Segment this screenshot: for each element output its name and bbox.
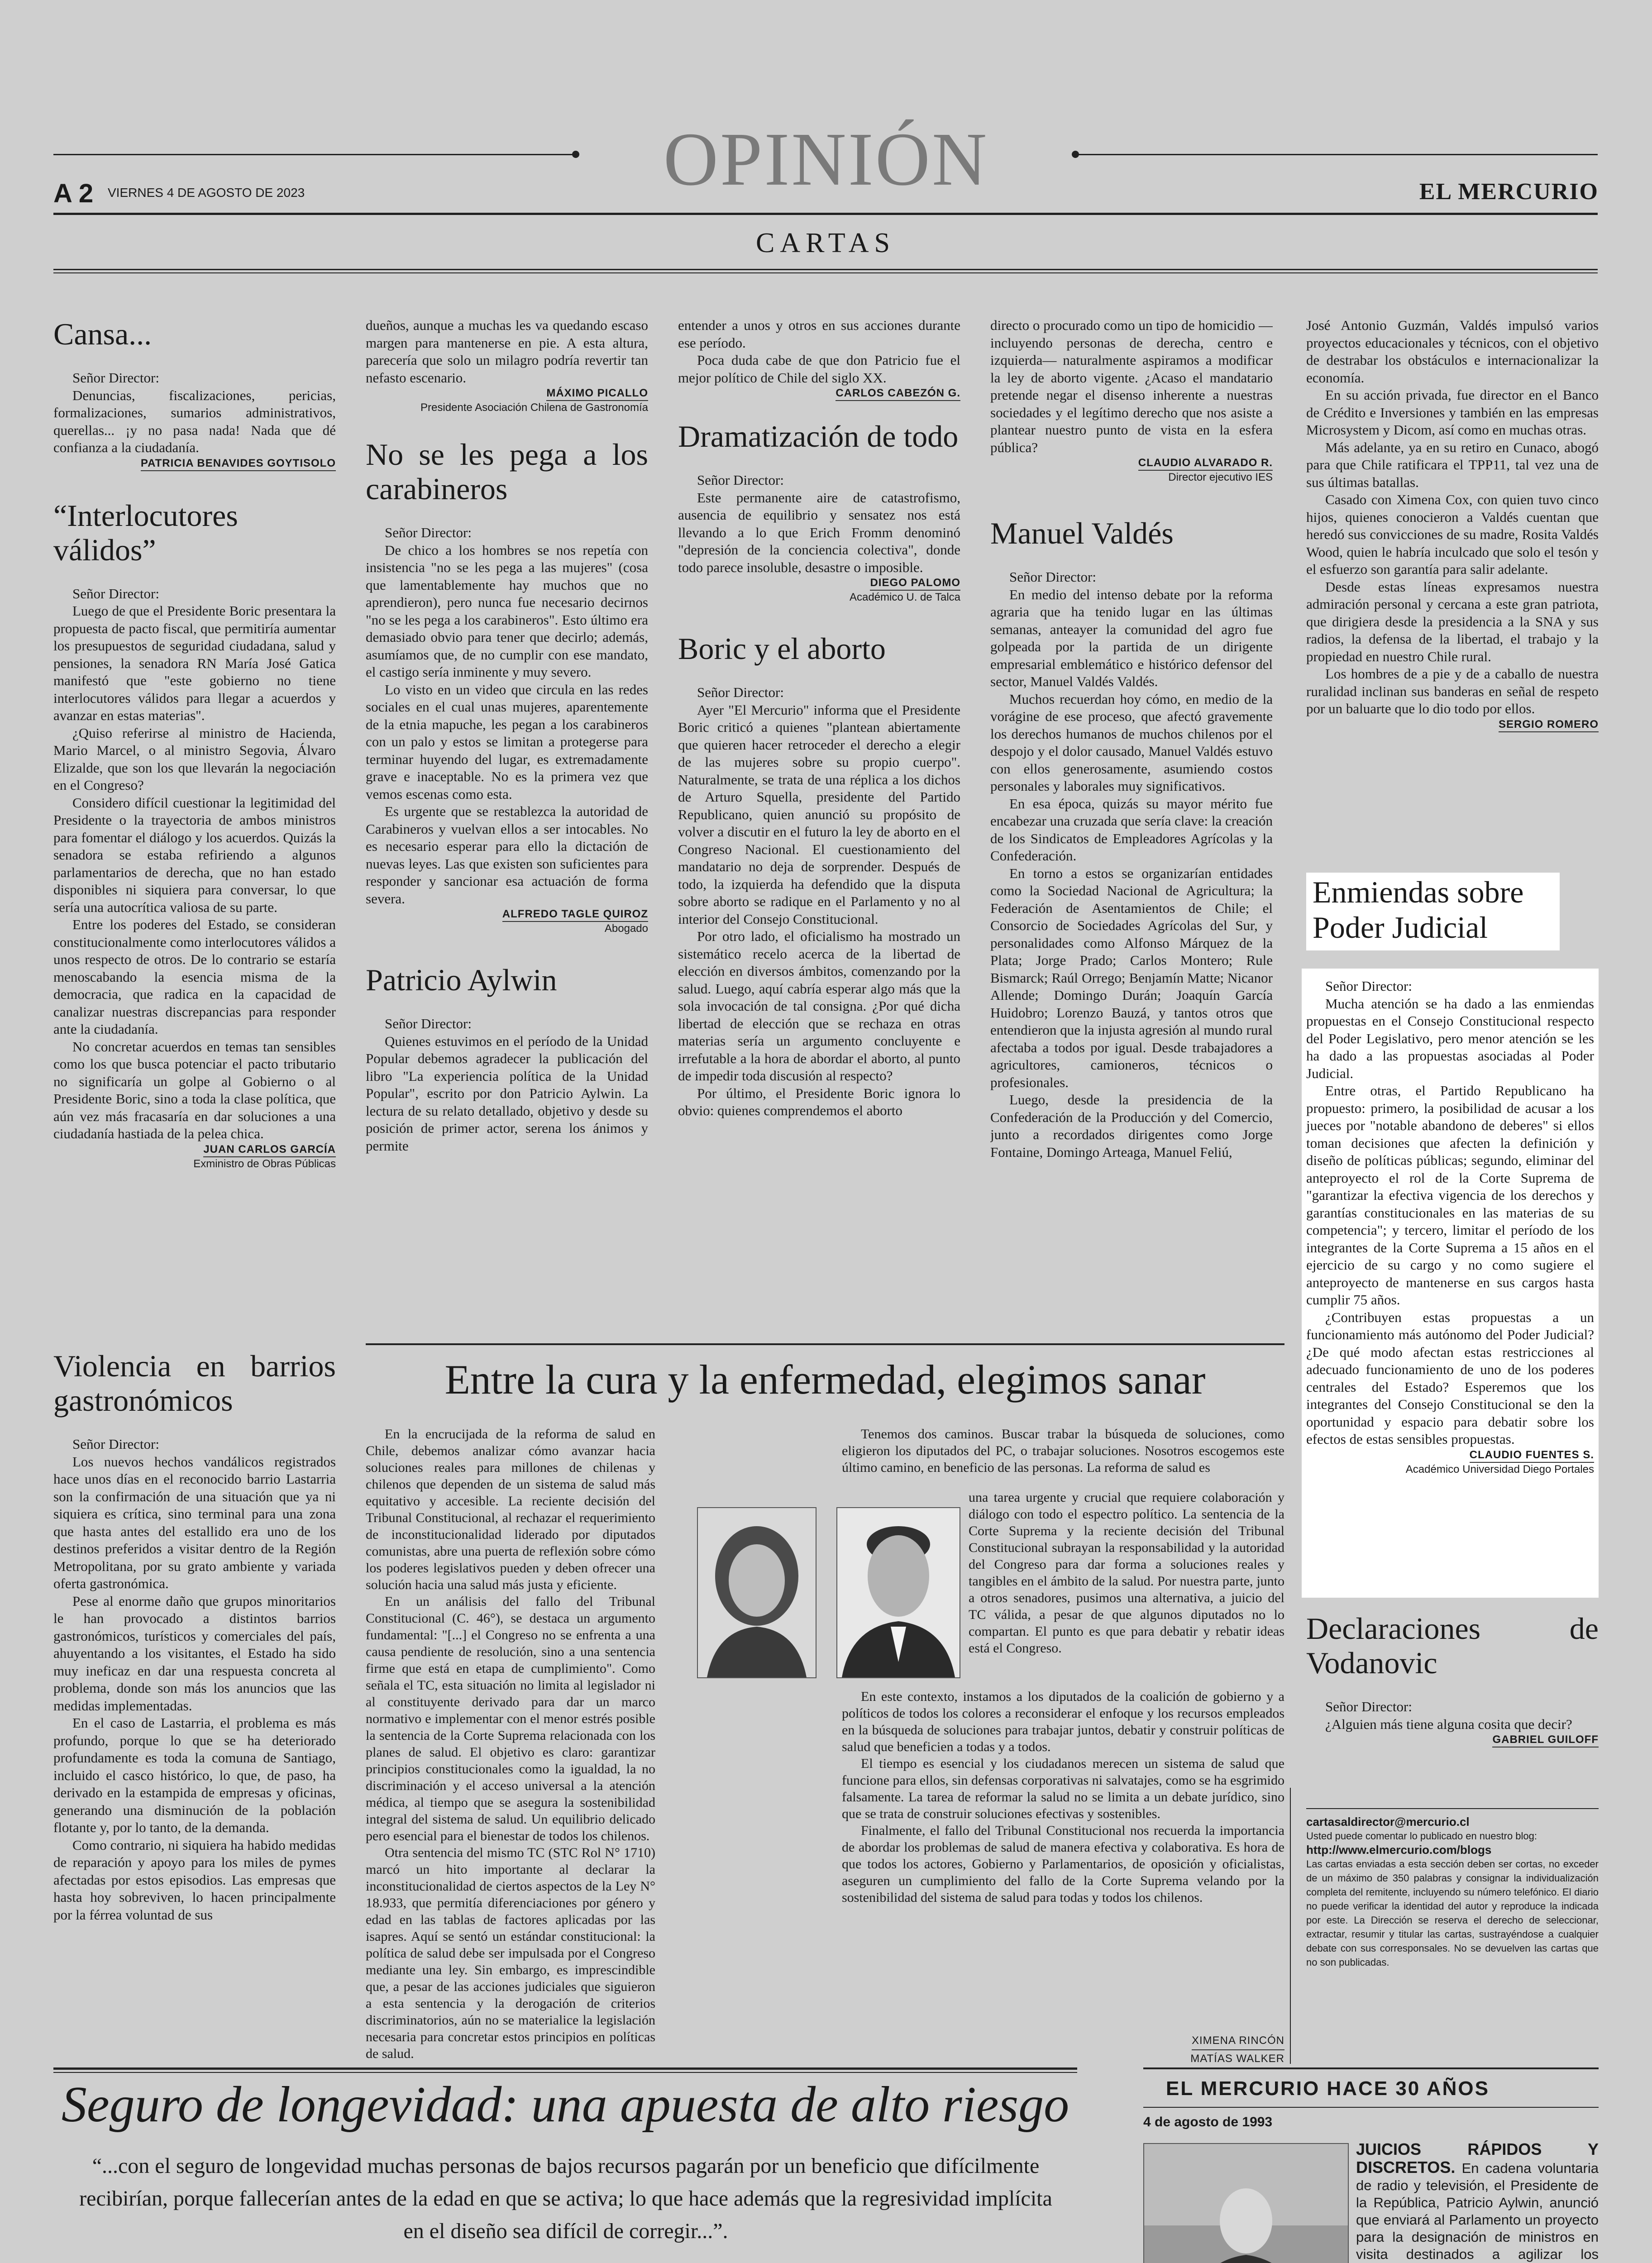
longevidad-title: Seguro de longevidad: una apuesta de alto riesgo <box>61 2077 1070 2133</box>
letter-title: Patricio Aylwin <box>366 963 557 997</box>
cura-authors: XIMENA RINCÓN MATÍAS WALKER <box>1086 2032 1284 2068</box>
cura-column-2b: una tarea urgente y crucial que requiere colaboración y diálogo con todo el espectro político. La sentencia de la Corte Suprema y la reciente decisión del Tribunal Constitucional subrayan la responsabilidad y la autoridad del Congreso para dar forma a soluciones reales y tangibles en el ámbito de la salud. Por nuestra parte, junto a otros senadores, pusimos una alternativa, a juicio del TC válida, a pesar de que algunos diputados no lo compartan. El punto es que para debatir y rebatir ideas está el Congreso. <box>969 1490 1284 1656</box>
header-dot-left <box>572 151 579 158</box>
cura-column-2c: En este contexto, instamos a los diputados de la coalición de gobierno y a políticos de todos los colores a reconsiderar el enfoque y los recursos empleados en la búsqueda de soluciones para trabajar juntos, debatir y construir políticas de salud que beneficien a todas y a todos. El tiempo es esencial y los ciudadanos merecen un sistema de salud que funcione para ellos, sin defensas corporativas ni salvatajes, como se ha esgrimido falsamente. La tarea de reformar la salud no se limita a un debate jurídico, sino que se trata de construir soluciones efectivas y sostenibles. Finalmente, el fallo del Tribunal Constitucional nos recuerda la importancia de abordar los problemas de salud de manera efectiva y colaborativa. Es hora de que todos los actores, Gobierno y Parlamentarios, de oposición y oficialistas, aseguren un cumplimiento del fallo de la Corte Suprema velando por la sostenibilidad del sistema de salud para todas y todos los chilenos. <box>842 1689 1284 1905</box>
letter-title: Manuel Valdés <box>990 516 1174 550</box>
letter-valdes: Manuel Valdés Señor Director: En medio del intenso debate por la reforma agraria que ha tenido lugar en las últimas semanas, anteayer la comunidad del agro fue golpeada por la partida de un dirigente empresarial emblemático e histórico defensor del sector, Manuel Valdés Valdés. Muchos recuerdan hoy cómo, en medio de la vorágine de ese proceso, que afectó gravemente los derechos humanos de muchos chilenos por el despojo y el dolor causado, Manuel Valdés estuvo con ellos generosamente, asumiendo costos personales y laborales muy significativos. En esa época, quizás su mayor mérito fue encabezar una cruzada que sería clave: la creación de los Sindicatos de Empleadores Agrícolas y la Confederación. En torno a estos se organizarían entidades como la Sociedad Nacional de Agricultura; la Federación de Asentamientos de Chile; el Consorcio de Sociedades Agrícolas del Sur, y personalidades como Alfonso Márquez de la Plata; Jorge Prado; Carlos Montero; Rule Bismarck; Raúl Orrego; Benjamín Matte; Nicanor Allende; Domingo Durán; Joaquín García Huidobro; Lorenzo Bauzá, y tantos otros que entendieron que la injusta agresión al mundo rural afectaba a todos por igual. Desde trabajadores a agricultores, camioneros, técnicos o profesionales. Luego, desde la presidencia de la Confederación de la Producción y del Comercio, junto a recordados dirigentes como Jorge Fontaine, Domingo Arteaga, Manuel Feliú, <box>990 516 1273 1160</box>
letter-cansa: Cansa... Señor Director: Denuncias, fiscalizaciones, pericias, formalizaciones, sumarios administrativos, querellas... ¡y no pasa nada! Nada que dé confianza a la ciudadanía. PATRICIA BENAVIDES GOYTISOLO <box>53 317 336 471</box>
letter-dramatizacion: Dramatización de todo Señor Director: Este permanente aire de catastrofismo, ausencia de equilibrio y sensatez nos está llevando a lo que Erich Fromm denominó "depresión de la conciencia colectiva", donde todo parece insoluble, desastre o imposible. DIEGO PALOMO Académico U. de Talca <box>678 419 960 603</box>
hace30-item1: JUICIOS RÁPIDOS Y DISCRETOS. En cadena voluntaria de radio y televisión, el Presidente de la República, Patricio Aylwin, anunció que enviará al Parlamento un proyecto para la designación de ministros en visita destinados a agilizar los <box>1356 2140 1599 2262</box>
issue-date: VIERNES 4 DE AGOSTO DE 2023 <box>108 186 305 200</box>
blog-link[interactable]: http://www.elmercurio.com/blogs <box>1306 1843 1492 1857</box>
letters-column-3: entender a unos y otros en sus acciones durante ese período. Poca duda cabe de que don Patricio fue el mejor político de Chile del siglo XX. CARLOS CABEZÓN G. Dramatización de todo Señor Director: Este permanente aire de catastrofismo, ausencia de equilibrio y sensatez nos está llevando a lo que Erich Fromm denominó "depresión de la conciencia colectiva", donde todo parece insoluble, desastre o imposible. DIEGO PALOMO Académico U. de Talca Boric y el aborto Señor Director: Ayer "El Mercurio" informa que el Presidente Boric criticó a quienes "plantean abiertamente que quieren hacer retroceder el derecho a elegir de las mujeres sobre su propio cuerpo". Naturalmente, se trata de una réplica a los dichos de Arturo Squella, presidente del Partido Republicano, quien anunció su propósito de volver a discutir en el futuro la ley de aborto en el Congreso Nacional. El cuestionamiento del mandatario no deja de sorprender. Después de todo, la izquierda ha defendido que la disputa sobre aborto se radique en el Parlamento y no al interior del Consejo Constitucional. Por otro lado, el oficialismo ha mostrado un sistemático recelo acerca de la libertad de elección en diversos ámbitos, comenzando por la salud. Luego, aquí cabría esperar algo más que la sola invocación de tal consigna. ¿Por qué dicha libertad de elección que se rechaza en otras materias sería un argumento concluyente e irrefutable a la hora de abordar el aborto, al punto de impedir toda discusión al respecto? Por último, el Presidente Boric ignora lo obvio: quienes comprendemos el aborto <box>678 317 960 1331</box>
letters-column-5: José Antonio Guzmán, Valdés impulsó varios proyectos educacionales y técnicos, con el objetivo de destrabar los obstáculos e internacionalizar la economía. En su acción privada, fue director en el Banco de Crédito e Inversiones y también en las empresas Microsystem y Dicom, así como en muchas otras. Más adelante, ya en su retiro en Cunaco, abogó para que Chile ratificara el TPP11, tal vez una de sus últimas batallas. Casado con Ximena Cox, con quien tuvo cinco hijos, quienes conocieron a Valdés cuentan que heredó sus convicciones de su madre, Rosita Valdés Wood, quien le habría inculcado que solo el tesón y el esfuerzo son garantía para salir adelante. Desde estas líneas expresamos nuestra admiración personal y cercana a este gran patriota, que dirigiera desde la presidencia a la SNA y sus radios, la defensa de la libertad, el trabajo y la propiedad en nuestro Chile rural. Los hombres de a pie y de a caballo de nuestra ruralidad inclinan sus banderas en señal de respeto por un baluarte que lo dio todo por ellos. SERGIO ROMERO <box>1306 317 1599 869</box>
page-number: A 2 <box>53 179 94 208</box>
longevidad-quote: “...con el seguro de longevidad muchas personas de bajos recursos pagarán por un beneficio que difícilmente recibirían, porque fallecerían antes de la edad en que se activa; lo que hace además que la regresividad implícita en el diseño sea difícil de corregir...”. <box>79 2154 1052 2243</box>
letter-title: No se les pega a los carabineros <box>366 437 648 506</box>
header-dot-right <box>1072 151 1079 158</box>
letter-title: Cansa... <box>53 317 152 351</box>
letter-enmiendas: Señor Director: Mucha atención se ha dado a las enmiendas propuestas en el Consejo Constitucional respecto del Poder Legislativo, pero menor atención se les ha dado a las propuestas asociadas al Poder Judicial. Entre otras, el Partido Republicano ha propuesto: primero, la posibilidad de acusar a los jueces por "notable abandono de deberes" si ellos toman decisiones que afecten la definición y diseño de políticas públicas; segundo, eliminar del anteproyecto el rol de la Corte Suprema de "garantizar la efectiva vigencia de los derechos y garantías constitucionales en las materias de su competencia"; y tercero, limitar el período de los integrantes de la Corte Suprema a 15 años en el ejercicio de su cargo y no como sugiere el anteproyecto de mantenerse en sus cargos hasta cumplir 75 años. ¿Contribuyen estas propuestas a un funcionamiento más autónomo del Poder Judicial? ¿De qué modo afectan estas restricciones al adecuado funcionamiento de uno de los poderes centrales del Estado? Esperemos que los integrantes del Consejo Constitucional se den la oportunidad y espacio para debatir sobre los efectos de estas sensibles propuestas. CLAUDIO FUENTES S. Académico Universidad Diego Portales <box>1302 969 1599 1598</box>
portrait-ximena-rincon <box>697 1507 816 1678</box>
masthead: EL MERCURIO <box>1419 179 1599 205</box>
letter-title: “Interlocutores válidos” <box>53 498 238 567</box>
subsection-title: CARTAS <box>756 228 895 258</box>
contact-email-link[interactable]: cartasaldirector@mercurio.cl <box>1306 1815 1470 1829</box>
section-title: OPINIÓN <box>663 117 989 201</box>
letter-violencia: Violencia en barrios gastronómicos Señor Director: Los nuevos hechos vandálicos registrados hace unos días en el reconocido barrio Lastarria son la confirmación de una situación que ya ni siquiera es crítica, sino terminal para una zona que hasta antes del estallido era uno de los destinos preferidos a visitar dentro de la Región Metropolitana, por su grato ambiente y variada oferta gastronómica. Pese al enorme daño que grupos minoritarios le han provocado a distintos barrios gastronómicos, turísticos y comerciales del país, ahuyentando a los visitantes, el Estado ha sido muy ineficaz en dar una respuesta concreta al problema, donde son más los anuncios que las medidas implementadas. En el caso de Lastarria, el problema es más profundo, porque lo que se ha deteriorado profundamente es toda la comuna de Santiago, incluido el casco histórico, lo que, de paso, ha derivado en la estampida de empresas y oficinas, generando una disminución de la población flotante y, por lo tanto, de la demanda. Como contrario, ni siquiera ha habido medidas de reparación y apoyo para los miles de pymes afectadas por estos episodios. Las empresas que hasta hoy sobreviven, lo hacen principalmente por la férrea voluntad de sus <box>53 1349 336 1923</box>
letter-boric-aborto: Boric y el aborto Señor Director: Ayer "El Mercurio" informa que el Presidente Boric criticó a quienes "plantean abiertamente que quieren hacer retroceder el derecho a elegir de las mujeres sobre su propio cuerpo". Naturalmente, se trata de una réplica a los dichos de Arturo Squella, presidente del Partido Republicano, quien anunció su propósito de volver a discutir en el futuro la ley de aborto en el Congreso Nacional. El cuestionamiento del mandatario no deja de sorprender. Después de todo, la izquierda ha defendido que la disputa sobre aborto se radique en el Parlamento y no al interior del Consejo Constitucional. Por otro lado, el oficialismo ha mostrado un sistemático recelo acerca de la libertad de elección en diversos ámbitos, comenzando por la salud. Luego, aquí cabría esperar algo más que la sola invocación de tal consigna. ¿Por qué dicha libertad de elección que se rechaza en otras materias sería un argumento concluyente e irrefutable a la hora de abordar el aborto, al punto de impedir toda discusión al respecto? Por último, el Presidente Boric ignora lo obvio: quienes comprendemos el aborto <box>678 631 960 1118</box>
letter-interlocutores: “Interlocutores válidos” Señor Director: Luego de que el Presidente Boric presentara la propuesta de pacto fiscal, que permitiría aumentar los presupuestos de seguridad ciudadana, salud y pensiones, la senadora RN María José Gatica manifestó que "este gobierno no tiene interlocutores válidos para llegar a acuerdos y avanzar en estas materias". ¿Quiso referirse al ministro de Hacienda, Mario Marcel, o al ministro Segovia, Álvaro Elizalde, que son los que llevarán la negociación en el Congreso? Considero difícil cuestionar la legitimidad del Presidente o la trayectoria de ambos ministros para fomentar el diálogo y los acuerdos. Quizás la senadora se estaba refiriendo a algunos parlamentarios de derecha, que no han estado disponibles ni siquiera para conversar, lo que sería una autocrítica valiosa de su parte. Entre los poderes del Estado, se consideran constitucionalmente como interlocutores válidos a unos respecto de otros. De lo contrario se estaría menoscabando la esencia misma de la democracia, que radica en la capacidad de canalizar nuestras discrepancias para responder ante la ciudadanía. No concretar acuerdos en temas tan sensibles como los que busca potenciar el pacto tributario no significaría un golpe al Gobierno o al Presidente Boric, sino a toda la clase política, que aún vez más fracasaría en dar soluciones a una ciudadanía hastiada de la pelea chica. JUAN CARLOS GARCÍA Exministro de Obras Públicas <box>53 498 336 1170</box>
portrait-woman-icon <box>698 1508 816 1677</box>
letter-aylwin: Patricio Aylwin Señor Director: Quienes estuvimos en el período de la Unidad Popular debemos agradecer la publicación del libro "La experiencia política de la Unidad Popular", escrito por don Patricio Aylwin. La lectura de su relato detallado, objetivo y desde su posición de primer actor, serena los ánimos y permite <box>366 963 648 1154</box>
cura-column-2a: Tenemos dos caminos. Buscar trabar la búsqueda de soluciones, como eligieron los diputados del PC, o trabajar soluciones. Nosotros escogemos este último camino, en beneficio de las personas. La reforma de salud es <box>842 1427 1284 1475</box>
cura-title: Entre la cura y la enfermedad, elegimos sanar <box>444 1356 1206 1403</box>
letters-column-1 <box>53 317 336 1331</box>
letters-column-4: directo o procurado como un tipo de homicidio —incluyendo personas de derecha, centro e izquierda— naturalmente aspiramos a modificar la ley de aborto vigente. ¿Acaso el mandatario pretende negar el disenso inherente a nuestras sociedades y el legítimo derecho que nos asiste a plantear nuestro punto de vista en la esfera pública? CLAUDIO ALVARADO R. Director ejecutivo IES Manuel Valdés Señor Director: En medio del intenso debate por la reforma agraria que ha tenido lugar en las últimas semanas, anteayer la comunidad del agro fue golpeada por la partida de un dirigente empresarial emblemático e histórico defensor del sector, Manuel Valdés Valdés. Muchos recuerdan hoy cómo, en medio de la vorágine de ese proceso, que afectó gravemente los derechos humanos de muchos chilenos por el despojo y el dolor causado, Manuel Valdés estuvo con ellos generosamente, asumiendo costos personales y laborales muy significativos. En esa época, quizás su mayor mérito fue encabezar una cruzada que sería clave: la creación de los Sindicatos de Empleadores Agrícolas y la Confederación. En torno a estos se organizarían entidades como la Sociedad Nacional de Agricultura; la Federación de Asentamientos de Chile; el Consorcio de Sociedades Agrícolas del Sur, y personalidades como Alfonso Márquez de la Plata; Jorge Prado; Carlos Montero; Rule Bismarck; Raúl Orrego; Benjamín Matte; Nicanor Allende; Domingo Durán; Joaquín García Huidobro; Lorenzo Bauzá, y tantos otros que entendieron que la injusta agresión al mundo rural afectaba a todos por igual. Desde trabajadores a agricultores, camioneros, técnicos o profesionales. Luego, desde la presidencia de la Confederación de la Producción y del Comercio, junto a recordados dirigentes como Jorge Fontaine, Domingo Arteaga, Manuel Feliú, <box>990 317 1273 1331</box>
letters-column-2: dueños, aunque a muchas les va quedando escaso margen para mantenerse en pie. A esta altura, parecería que solo un milagro podría revertir tan nefasto escenario. MÁXIMO PICALLO Presidente Asociación Chilena de Gastronomía No se les pega a los carabineros Señor Director: De chico a los hombres se nos repetía con insistencia "no se les pega a las mujeres" (cosa que lamentablemente hay muchos que no aprendieron), pero nunca fue necesario decirnos "no se les pega a los carabineros". Esto último era demasiado obvio para tener que decirlo; además, asumíamos que, de no cumplir con ese mandato, el castigo sería inminente y muy severo. Lo visto en un video que circula en las redes sociales en el cual unas mujeres, aparentemente de la etnia mapuche, les pegan a los carabineros con un palo y estos se limitan a protegerse para terminar huyendo del lugar, es extremadamente grave e inaceptable. No es la primera vez que vemos escenas como esta. Es urgente que se restablezca la autoridad de Carabineros y vuelvan ellos a ser intocables. No es necesario esperar para ello la dictación de nuevas leyes. Las que existen son suficientes para responder y sancionar esa actuación de forma severa. ALFREDO TAGLE QUIROZ Abogado Patricio Aylwin Señor Director: Quienes estuvimos en el período de la Unidad Popular debemos agradecer la publicación del libro "La experiencia política de la Unidad Popular", escrito por don Patricio Aylwin. La lectura de su relato detallado, objetivo y desde su posición de primer actor, serena los ánimos y permite <box>366 317 648 1331</box>
letter-title: Dramatización de todo <box>678 419 959 454</box>
letter-title: Violencia en barrios gastronómicos <box>53 1349 336 1418</box>
letter-title: Declaraciones de Vodanovic <box>1306 1611 1599 1680</box>
cura-column-1: En la encrucijada de la reforma de salud en Chile, debemos analizar cómo avanzar hacia soluciones reales para millones de chilenas y chilenos que dependen de un sistema de salud más equitativo y accesible. La reciente decisión del Tribunal Constitucional, al rechazar el requerimiento de inconstitucionalidad liderado por diputados comunistas, abre una puerta de reflexión sobre cómo los poderes legislativos pueden y deben ofrecer una solución hacia una salud más justa y eficiente. En un análisis del fallo del Tribunal Constitucional (C. 46°), se destaca un argumento fundamental: "[...] el Congreso no se enfrenta a una causa pendiente de resolución, sino a una sentencia firme que está en etapa de cumplimiento". Como señala el TC, esta situación no limita al legislador ni al constituyente derivado para dar un marco normativo e implementar con el menor estrés posible la sentencia de la Corte Suprema relacionada con los planes de salud. El objetivo es claro: garantizar principios constitucionales como la igualdad, la no discriminación y el acceso universal a la atención médica, al tiempo que se asegura la sostenibilidad integral del sistema de salud. Un equilibrio delicado pero esencial para el bienestar de todos los chilenos. Otra sentencia del mismo TC (STC Rol N° 1710) marcó un hito importante al declarar la inconstitucionalidad de ciertos aspectos de la Ley N° 18.933, que permitía diferenciaciones por género y edad en las tablas de factores aplicadas por las isapres. Aquí se sentó un estándar constitucional: la política de salud debe ser impulsada por el Congreso mediante una ley. Sin embargo, es imprescindible que, a pesar de las acciones judiciales que siguieron a esta sentencia y la derogación de criterios discriminatorios, aún no se materialice la legislación necesaria para concretar estos principios en políticas de salud. <box>366 1427 655 2061</box>
letter-title: Enmiendas sobre Poder Judicial <box>1313 875 1524 945</box>
hace30-title: EL MERCURIO HACE 30 AÑOS <box>1166 2077 1490 2100</box>
letter-title: Boric y el aborto <box>678 631 886 666</box>
portrait-matias-walker <box>836 1507 960 1678</box>
letter-carabineros: No se les pega a los carabineros Señor Director: De chico a los hombres se nos repetía con insistencia "no se les pega a las mujeres" (cosa que lamentablemente hay muchos que no aprendieron), pero nunca fue necesario decirnos "no se les pega a los carabineros". Esto último era demasiado obvio para tener que decirlo; además, asumíamos que, de no cumplir con ese mandato, el castigo sería inminente y muy severo. Lo visto en un video que circula en las redes sociales en el cual unas mujeres, aparentemente de la etnia mapuche, les pegan a los carabineros con un palo y estos se limitan a protegerse para terminar huyendo del lugar, es extremadamente grave e inaceptable. No es la primera vez que vemos escenas como esta. Es urgente que se restablezca la autoridad de Carabineros y vuelvan ellos a ser intocables. No es necesario esperar para ello la dictación de nuevas leyes. Las que existen son suficientes para responder y sancionar esa actuación de forma severa. ALFREDO TAGLE QUIROZ Abogado <box>366 437 648 935</box>
portrait-man-icon <box>837 1508 960 1677</box>
hace30-date: 4 de agosto de 1993 <box>1143 2115 1273 2129</box>
letters-info: cartasaldirector@mercurio.cl Usted puede comentar lo publicado en nuestro blog: http://www.elmercurio.com/blogs Las cartas enviadas a esta sección deben ser cortas, no exceder de un máximo de 350 palabras y consignar la individualización completa del remitente, incluyendo su número telefónico. El diario no puede verificar la identidad del autor y reproduce la indicada por este. La Dirección se reserva el derecho de seleccionar, extractar, resumir y titular las cartas, sustrayéndose a cualquier debate con sus corresponsales. No se devuelven las cartas que no son publicadas. <box>1306 1815 1599 1968</box>
letter-vodanovic: Declaraciones de Vodanovic Señor Director: ¿Alguien más tiene alguna cosita que decir? GABRIEL GUILOFF <box>1306 1611 1599 1801</box>
